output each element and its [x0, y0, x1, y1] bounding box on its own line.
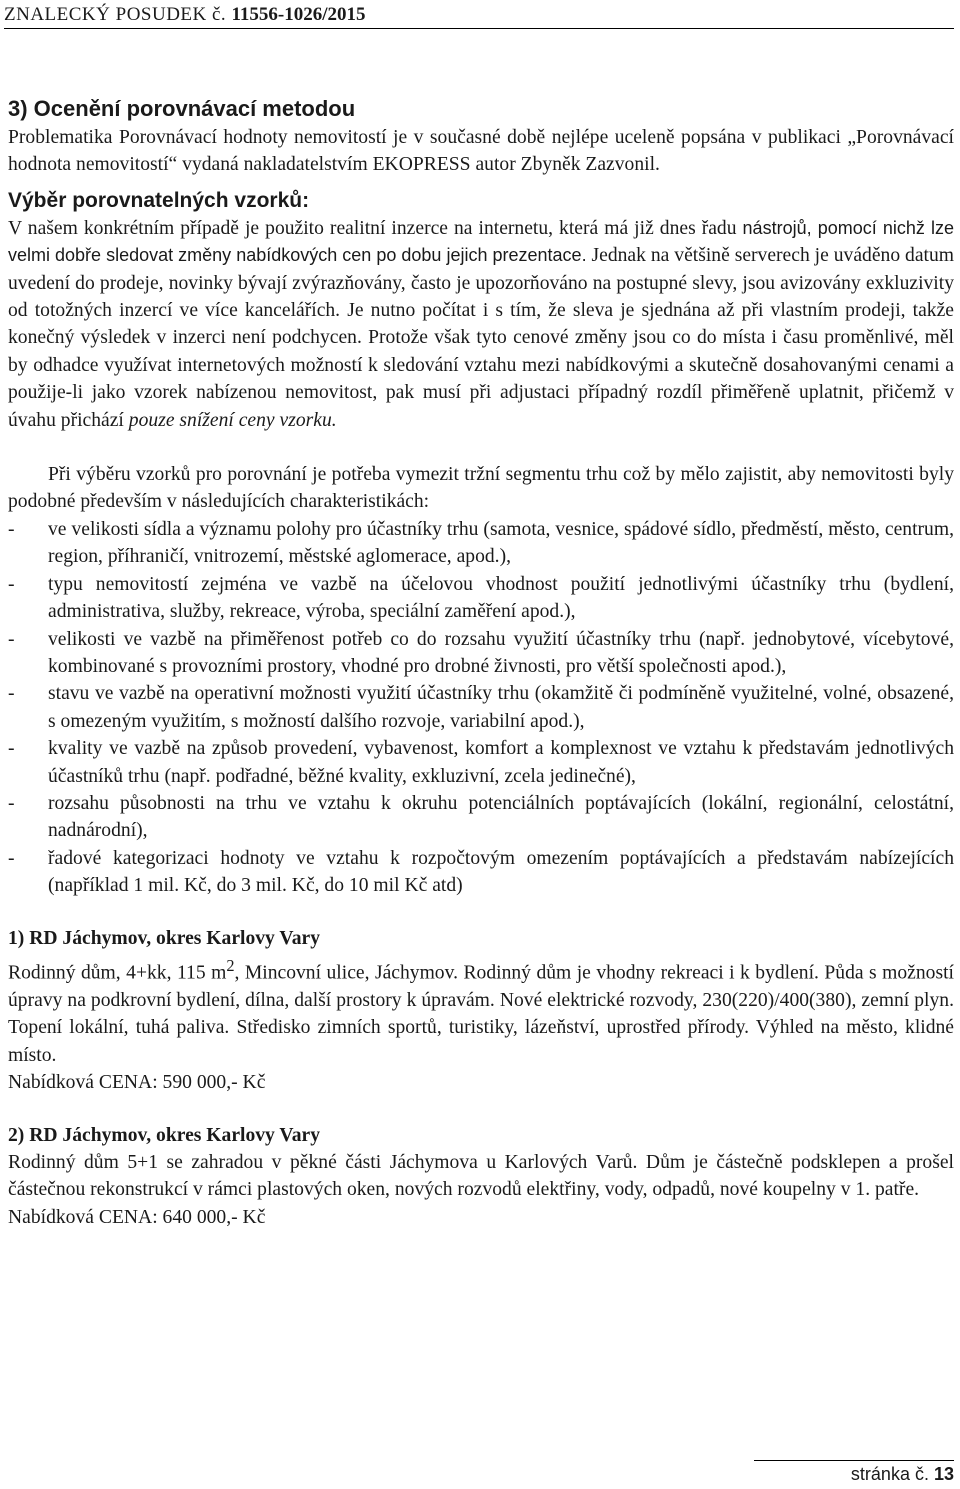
criteria-item-text: řadové kategorizaci hodnoty ve vztahu k rozpočtovým omezením poptávajících a představám nabízejících (například 1 mil. Kč, do 3 mil. Kč, do 10 mil Kč atd) [48, 847, 954, 897]
page-number: 13 [933, 1464, 954, 1484]
criteria-item [8, 680, 954, 735]
offer-description [8, 952, 954, 1069]
criteria-item-text: velikosti ve vazbě na přiměřenost potřeb co do rozsahu využití účastníky trhu (např. jednobytové, vícebytové, kombinované s provozními prostory, vhodné pro drobné živnosti, pro větší společnosti apod.), [48, 628, 954, 677]
offer-desc-part: , Mincovní ulice, Jáchymov. Rodinný dům je vhodny rekreaci i k bydlení. Půda s možností úpravy na podkrovní bydlení, dílna, další prostory k úpravám. Nové elektrické rozvody, 230(220)/400(380), zemní plyn. Topení lokální, tuhá paliva. Středisko zimních sportů, turistiky, lázeňství, uprostřed přírody. Výhled na město, klidné místo. [8, 962, 954, 1066]
criteria-item [8, 571, 954, 626]
section-intro: Problematika Porovnávací hodnoty nemovitostí je v současné době nejlépe uceleně popsána v publikaci „Porovnávací hodnota nemovitostí“ vydaná nakladatelstvím EKOPRESS autor Zbyněk Zazvonil. [8, 127, 954, 176]
offer-price: Nabídková CENA: 590 000,- Kč [8, 1072, 266, 1094]
dash-bullet: - [8, 518, 15, 540]
document-body [8, 94, 954, 1231]
page-footer [754, 1460, 954, 1485]
criteria-item [8, 516, 954, 571]
criteria-item-text: typu nemovitostí zejména ve vazbě na účelovou vhodnost použití jednotlivými účastníky trhu (bydlení, administrativa, služby, rekreace, výroba, speciální zaměření apod.), [48, 573, 954, 623]
spacer [8, 900, 954, 925]
criteria-list [8, 516, 954, 900]
offer-2 [8, 1122, 954, 1232]
criteria-item [8, 626, 954, 681]
criteria-item-text: stavu ve vazbě na operativní možnosti využití účastníky trhu (okamžitě či podmíněně využitelné, volné, obsazené, s omezeným využitím, s možností dalšího rozvoje, variabilní apod.), [48, 683, 954, 732]
dash-bullet: - [8, 792, 15, 814]
dash-bullet: - [8, 683, 15, 705]
header-label: ZNALECKÝ POSUDEK č. [4, 4, 227, 25]
offer-title: 1) RD Jáchymov, okres Karlovy Vary [8, 927, 321, 949]
criteria-item [8, 735, 954, 790]
criteria-item-text: ve velikosti sídla a významu polohy pro účastníky trhu (samota, vesnice, spádové sídlo, předměstí, město, centrum, region, příhraničí, vnitrozemí, městské aglomerace, apod.), [48, 518, 954, 568]
spacer [8, 1097, 954, 1122]
offer-price: Nabídková CENA: 640 000,- Kč [8, 1206, 266, 1228]
dash-bullet: - [8, 573, 15, 595]
selection-title: Výběr porovnatelných vzorků: [8, 188, 310, 212]
selection-text-sans: nástrojů, pomocí nichž lze velmi dobře sledovat změny nabídkových cen po dobu jejich prezentace. [8, 217, 954, 266]
dash-bullet: - [8, 847, 15, 869]
selection-text-italic: pouze snížení ceny vzorku. [128, 409, 337, 431]
footer-label: stránka č. [850, 1464, 929, 1484]
offer-description: Rodinný dům 5+1 se zahradou v pěkné části Jáchymova u Karlových Varů. Dům je částečně podsklepen a prošel částečnou rekonstrukcí v rámci plastových oken, nových rozvodů elektřiny, vody, odpadů, nové koupelny v 1. patře. [8, 1151, 954, 1201]
selection-text-rest: Jednak na většině serverech je uváděno datum uvedení do prodeje, novinky bývají zvýrazňovány, často je upozorňováno na postupné slevy, jsou avizovány exkluzivity od totožných inzercí ve více kancelářích. Je nutno počítat i s tím, že sleva je sjednána až při vlastním prodeji, takže konečný výsledek v inzerci není podchycen. Protože však tyto cenové změny jsou co do místa i času proměnlivé, měl by odhadce využívat internetových možností k sledování vztahu mezi nabídkovými a skutečně dosahovanými cenami a použije-li jako vzorek nabízenou nemovitost, pak musí při adjustaci případný rozdíl přiměřeně uplatnit, přičemž v úvahu přichází [8, 245, 955, 431]
criteria-item-text: kvality ve vazbě na způsob provedení, vybavenost, komfort a komplexnost ve vztahu k představám jednotlivých účastníků trhu (např. podřadné, běžné kvality, exkluzivní, zcela jedinečné), [48, 738, 954, 787]
offer-1 [8, 925, 954, 1097]
header-report-number: 11556-1026/2015 [231, 4, 366, 25]
dash-bullet: - [8, 738, 15, 760]
superscript: 2 [226, 955, 235, 975]
selection-paragraph [8, 215, 954, 434]
criteria-item [8, 845, 954, 900]
section-title: 3) Ocenění porovnávací metodou [8, 96, 356, 121]
selection-text-serif: V našem konkrétním případě je použito realitní inzerce na internetu, která má již dnes řadu [8, 217, 737, 239]
criteria-item-text: rozsahu působnosti na trhu ve vztahu k okruhu potenciálních poptávajících (lokální, regionální, celostátní, nadnárodní), [48, 792, 954, 842]
spacer [8, 434, 954, 461]
dash-bullet: - [8, 628, 15, 650]
offer-title: 2) RD Jáchymov, okres Karlovy Vary [8, 1124, 321, 1146]
document-header [4, 4, 954, 29]
criteria-item [8, 790, 954, 845]
offer-desc-part: Rodinný dům, 4+kk, 115 m [8, 962, 227, 984]
criteria-intro: Při výběru vzorků pro porovnání je potřeba vymezit tržní segmentu trhu což by mělo zajistit, aby nemovitosti byly podobné především v následujících charakteristikách: [8, 464, 954, 513]
